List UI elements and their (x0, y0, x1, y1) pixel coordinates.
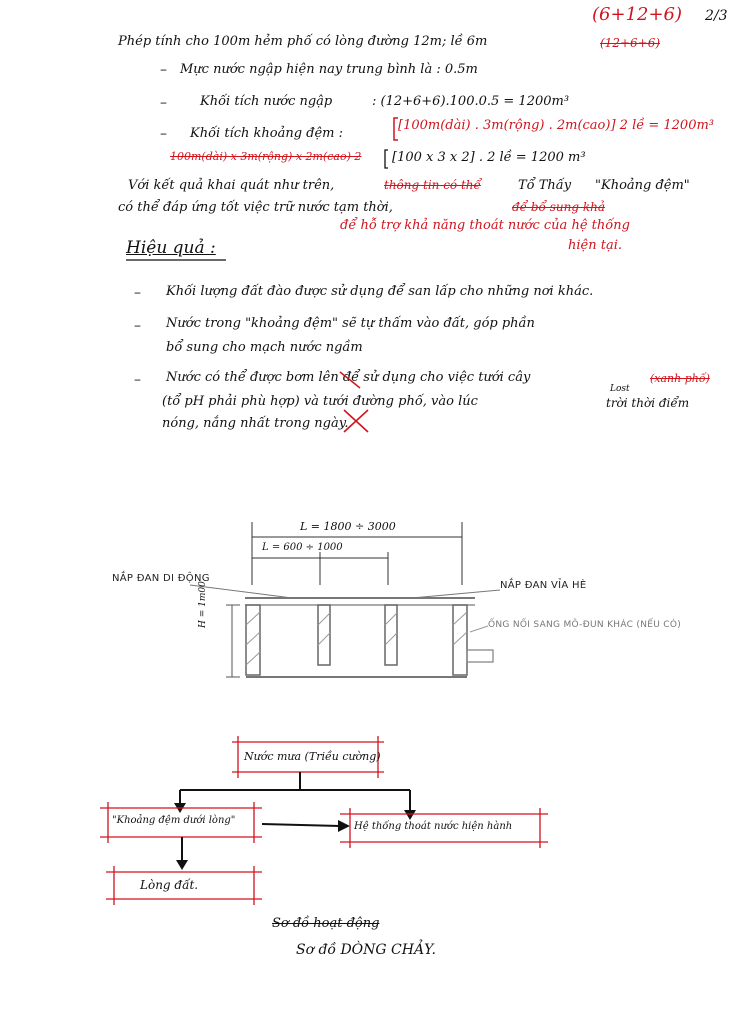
intro-struck: (12+6+6) (600, 36, 661, 50)
flow-node-buffer: "Khoảng đệm dưới lòng" (112, 815, 236, 826)
cross-section-diagram (190, 522, 500, 677)
buffer-formula: [100 x 3 x 2] . 2 lề = 1200 m³ (392, 150, 586, 165)
dimension-outer-label: L = 1800 ÷ 3000 (300, 520, 396, 533)
result-mid: Tổ Thấy (518, 178, 572, 193)
bullet-dash: – (160, 62, 167, 78)
effect-3c: nóng, nắng nhất trong ngày. (162, 416, 349, 431)
flow-node-ground: Lòng đất. (140, 878, 199, 892)
capability-struck: để bổ sung khả (512, 200, 605, 214)
effect-2b: bổ sung cho mạch nước ngầm (166, 340, 363, 355)
lid-movable-label: NẮP ĐAN DI ĐỘNG (112, 573, 210, 584)
capability-red-note-2: hiện tại. (568, 238, 622, 253)
capability-line: có thể đáp ứng tốt việc trữ nước tạm thời, (118, 200, 393, 215)
pipe-connection-label: ỐNG NỐI SANG MÔ-ĐUN KHÁC (NẾU CÓ) (488, 620, 682, 630)
flow-node-rain: Nước mưa (Triều cường) (244, 750, 381, 763)
bullet-dash: – (160, 95, 167, 111)
height-label: H = 1m00 (198, 581, 208, 628)
result-struck: thông tin có thể (384, 178, 481, 192)
red-cross-mark (340, 372, 360, 388)
buffer-struck-formula: 100m(dài) x 3m(rộng) x 2m(cao) 2 (170, 150, 362, 163)
lid-sidewalk-label: NẮP ĐAN VỈA HÈ (500, 580, 587, 591)
effect-3a: Nước có thể được bơm lên để sử dụng cho việc tưới cây (166, 370, 531, 385)
flood-level-line: Mực nước ngập hiện nay trung bình là : 0.5m (180, 62, 478, 77)
effect-1: Khối lượng đất đào được sử dụng để san lấp cho những nơi khác. (166, 284, 594, 299)
page-sum-note: (6+12+6) (592, 4, 683, 25)
flood-volume-formula: : (12+6+6).100.0.5 = 1200m³ (372, 94, 570, 109)
effect-3b-extra: trời thời điểm (606, 396, 690, 410)
flood-volume-label: Khối tích nước ngập (200, 94, 333, 109)
capability-red-note: để hỗ trợ khả năng thoát nước của hệ thống (340, 218, 630, 233)
effect-3b: (tổ pH phải phù hợp) và tưới đường phố, vào lúc (162, 394, 478, 409)
flow-title: Sơ đồ DÒNG CHẢY. (296, 942, 436, 958)
dimension-inner-label: L = 600 ÷ 1000 (262, 542, 343, 553)
bullet-dash: – (134, 372, 141, 388)
intro-line: Phép tính cho 100m hẻm phố có lòng đường 12m; lề 6m (118, 34, 488, 49)
effect-3-lost: Lost (610, 384, 630, 394)
bullet-dash: – (160, 126, 167, 142)
effect-3a-struck: (xanh phố) (650, 372, 710, 385)
result-buffer: "Khoảng đệm" (595, 178, 690, 193)
effects-heading: Hiệu quả : (126, 238, 216, 258)
buffer-volume-label: Khối tích khoảng đệm : (190, 126, 344, 141)
bullet-dash: – (134, 318, 141, 334)
flow-node-drainage: Hệ thống thoát nước hiện hành (354, 821, 513, 832)
flow-title-struck: Sơ đồ hoạt động (272, 916, 380, 931)
buffer-volume-red: [100m(dài) . 3m(rộng) . 2m(cao)] 2 lề = 1200m³ (398, 118, 714, 133)
bullet-dash: – (134, 285, 141, 301)
result-line: Với kết quả khai quát như trên, (128, 178, 335, 193)
effect-2a: Nước trong "khoảng đệm" sẽ tự thấm vào đất, góp phần (166, 316, 535, 331)
page-number: 2/3 (705, 8, 728, 24)
